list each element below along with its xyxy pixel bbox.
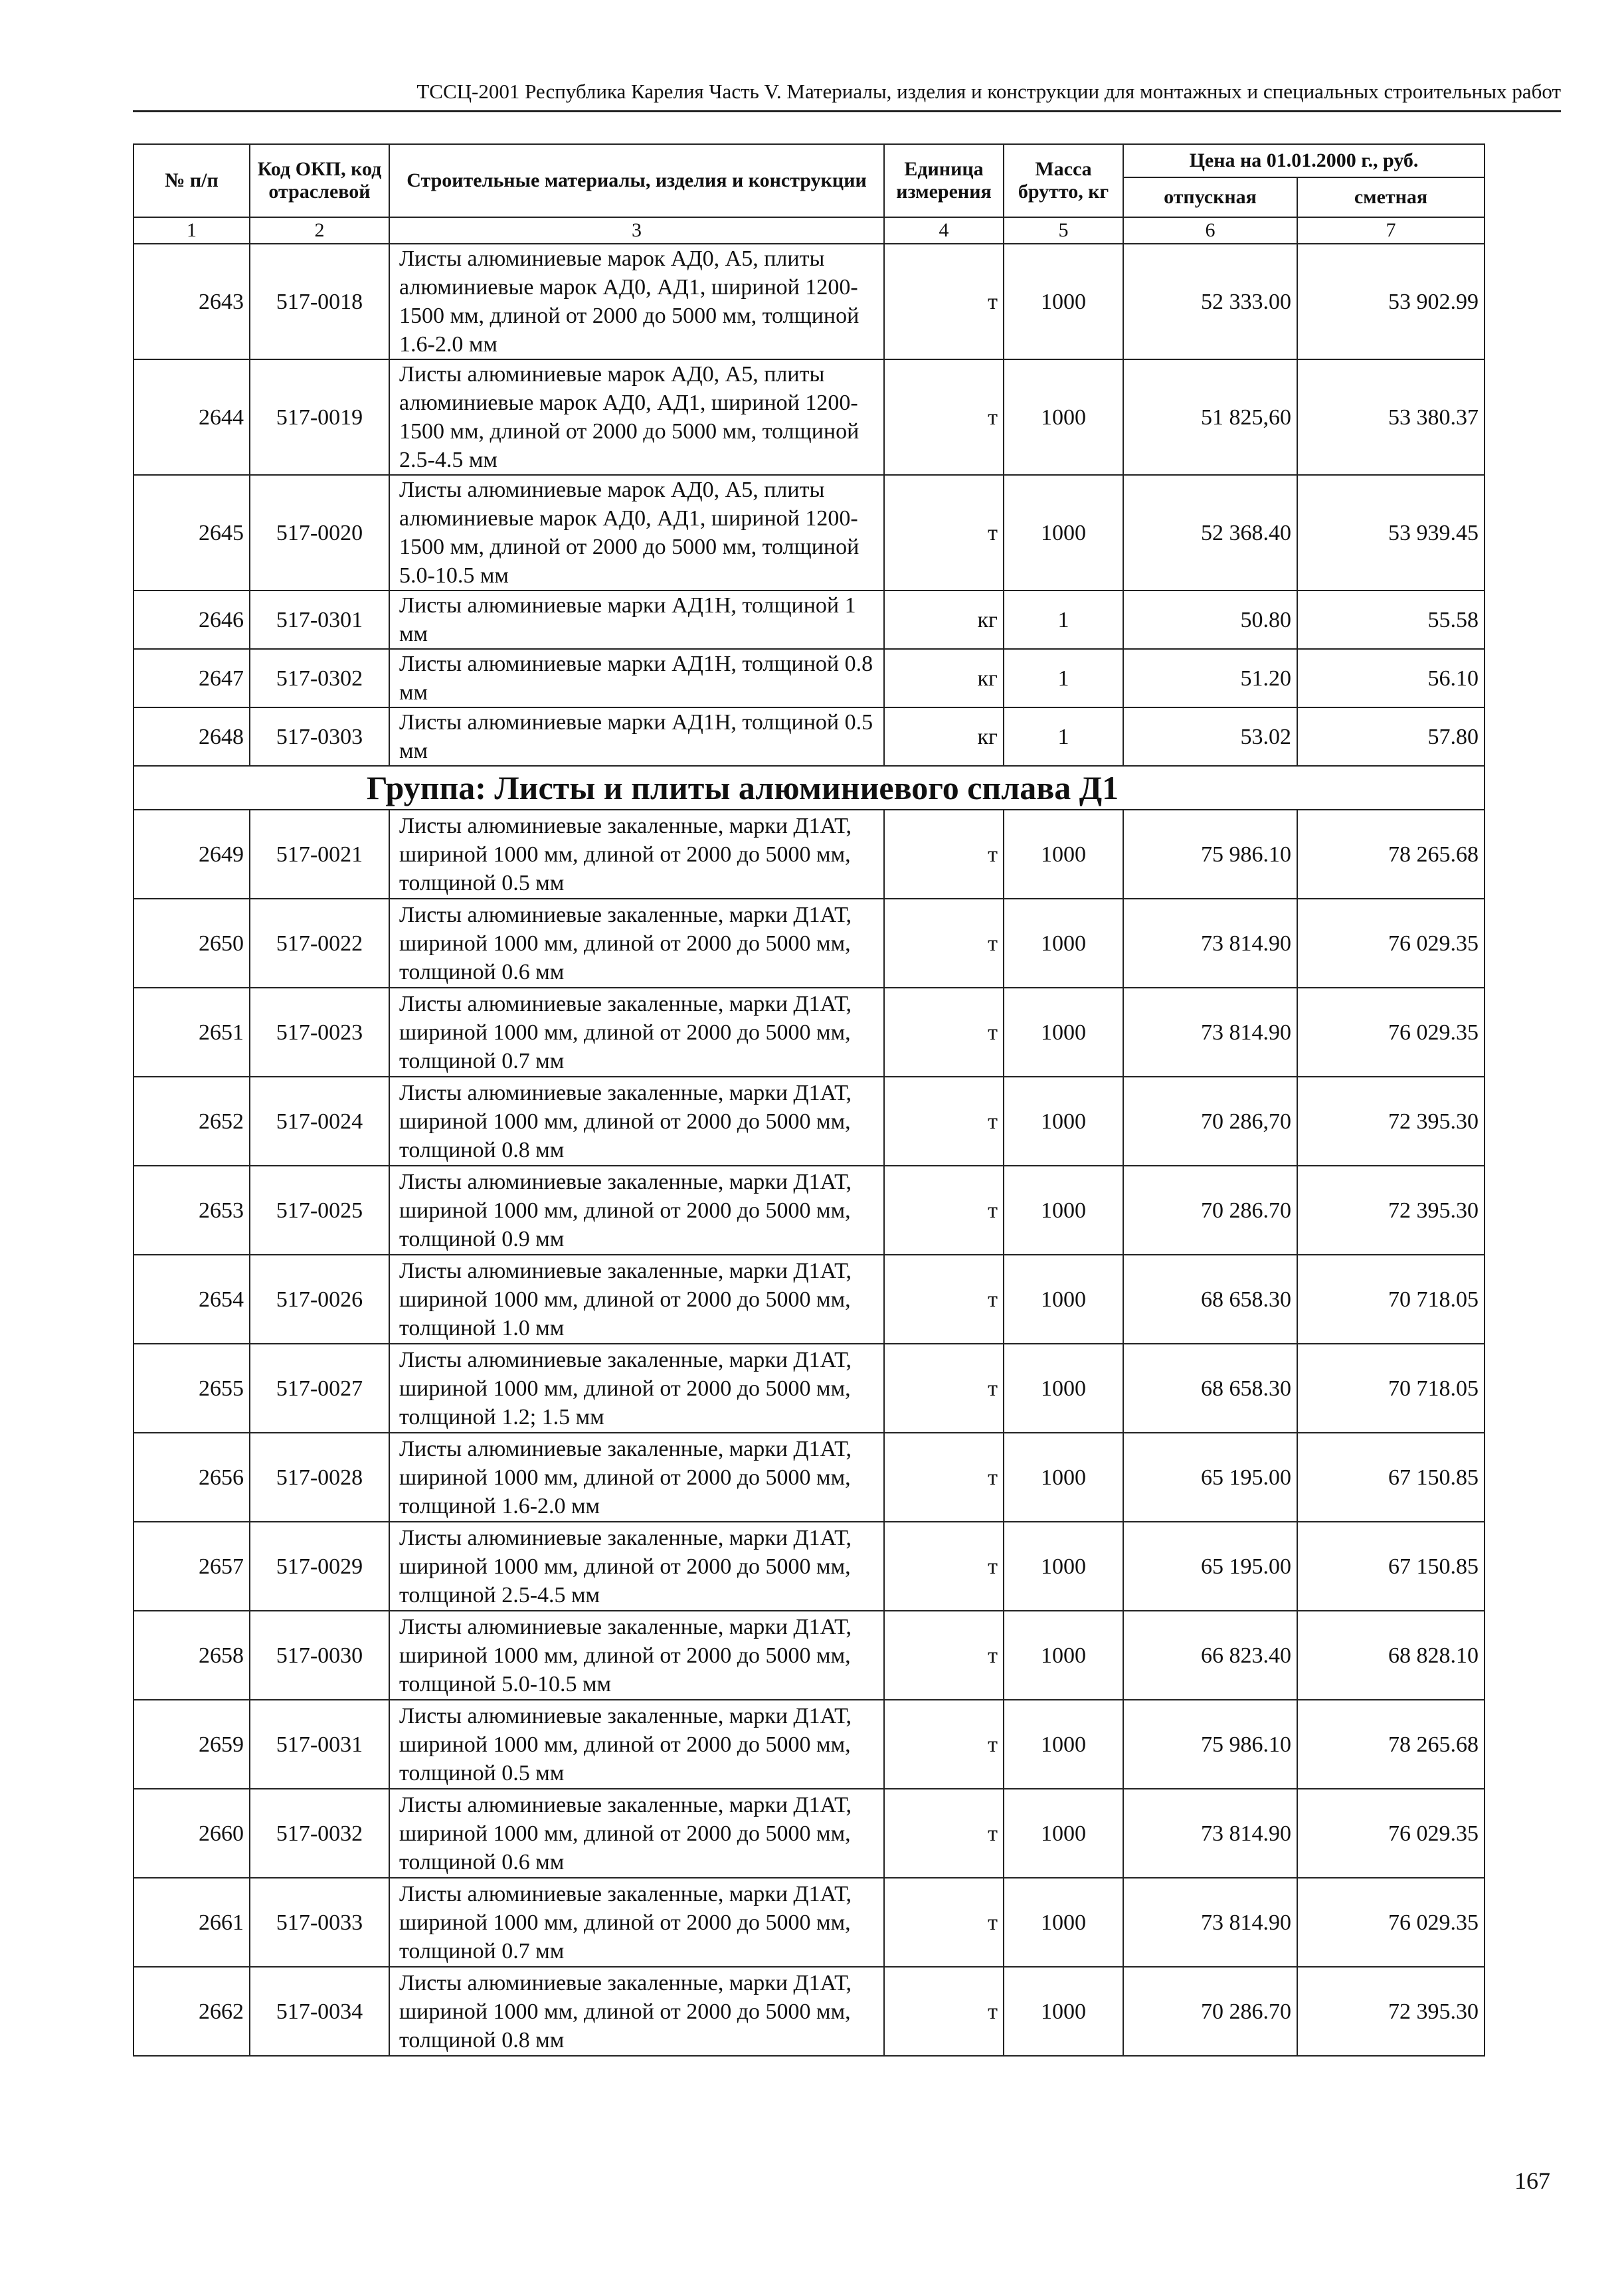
gross-mass: 1000	[1004, 988, 1123, 1077]
row-number: 2646	[134, 591, 250, 649]
row-number: 2662	[134, 1967, 250, 2056]
unit-of-measure: кг	[884, 707, 1004, 766]
row-number: 2648	[134, 707, 250, 766]
okp-code: 517-0029	[250, 1522, 389, 1611]
unit-of-measure: т	[884, 1700, 1004, 1789]
release-price: 73 814.90	[1123, 1878, 1297, 1967]
unit-of-measure: т	[884, 1789, 1004, 1878]
unit-of-measure: кг	[884, 591, 1004, 649]
gross-mass: 1000	[1004, 1967, 1123, 2056]
okp-code: 517-0024	[250, 1077, 389, 1166]
unit-of-measure: т	[884, 1255, 1004, 1344]
col-header-num: № п/п	[134, 144, 250, 217]
material-description: Листы алюминиевые закаленные, марки Д1АТ, шириной 1000 мм, длиной от 2000 до 5000 мм, толщиной 2.5-4.5 мм	[389, 1522, 884, 1611]
table-row	[134, 359, 1485, 475]
okp-code: 517-0020	[250, 475, 389, 591]
material-description: Листы алюминиевые марок АД0, А5, плиты алюминиевые марок АД0, АД1, шириной 1200-1500 мм, длиной от 2000 до 5000 мм, толщиной 2.5-4.5 мм	[389, 359, 884, 475]
okp-code: 517-0025	[250, 1166, 389, 1255]
unit-of-measure: т	[884, 1433, 1004, 1522]
group-title: Группа: Листы и плиты алюминиевого сплава Д1	[134, 766, 1485, 810]
unit-of-measure: т	[884, 1967, 1004, 2056]
estimate-price: 53 380.37	[1297, 359, 1485, 475]
okp-code: 517-0033	[250, 1878, 389, 1967]
table-row	[134, 1878, 1485, 1967]
estimate-price: 57.80	[1297, 707, 1485, 766]
okp-code: 517-0028	[250, 1433, 389, 1522]
okp-code: 517-0032	[250, 1789, 389, 1878]
estimate-price: 53 902.99	[1297, 244, 1485, 359]
material-description: Листы алюминиевые закаленные, марки Д1АТ, шириной 1000 мм, длиной от 2000 до 5000 мм, толщиной 1.6-2.0 мм	[389, 1433, 884, 1522]
gross-mass: 1000	[1004, 244, 1123, 359]
row-number: 2649	[134, 810, 250, 899]
estimate-price: 72 395.30	[1297, 1166, 1485, 1255]
table-row	[134, 1522, 1485, 1611]
unit-of-measure: т	[884, 1611, 1004, 1700]
row-number: 2650	[134, 899, 250, 988]
okp-code: 517-0021	[250, 810, 389, 899]
table-row	[134, 1967, 1485, 2056]
row-number: 2644	[134, 359, 250, 475]
row-number: 2651	[134, 988, 250, 1077]
release-price: 73 814.90	[1123, 1789, 1297, 1878]
gross-mass: 1000	[1004, 899, 1123, 988]
material-description: Листы алюминиевые закаленные, марки Д1АТ, шириной 1000 мм, длиной от 2000 до 5000 мм, толщиной 5.0-10.5 мм	[389, 1611, 884, 1700]
okp-code: 517-0030	[250, 1611, 389, 1700]
okp-code: 517-0023	[250, 988, 389, 1077]
estimate-price: 70 718.05	[1297, 1344, 1485, 1433]
release-price: 70 286.70	[1123, 1967, 1297, 2056]
okp-code: 517-0026	[250, 1255, 389, 1344]
estimate-price: 70 718.05	[1297, 1255, 1485, 1344]
material-description: Листы алюминиевые марки АД1Н, толщиной 0.5 мм	[389, 707, 884, 766]
table-row	[134, 1255, 1485, 1344]
release-price: 51 825,60	[1123, 359, 1297, 475]
table-row	[134, 1077, 1485, 1166]
release-price: 68 658.30	[1123, 1344, 1297, 1433]
release-price: 65 195.00	[1123, 1522, 1297, 1611]
okp-code: 517-0027	[250, 1344, 389, 1433]
estimate-price: 55.58	[1297, 591, 1485, 649]
estimate-price: 78 265.68	[1297, 1700, 1485, 1789]
gross-mass: 1000	[1004, 1166, 1123, 1255]
row-number: 2656	[134, 1433, 250, 1522]
row-number: 2654	[134, 1255, 250, 1344]
okp-code: 517-0031	[250, 1700, 389, 1789]
material-description: Листы алюминиевые закаленные, марки Д1АТ, шириной 1000 мм, длиной от 2000 до 5000 мм, толщиной 0.6 мм	[389, 1789, 884, 1878]
release-price: 70 286,70	[1123, 1077, 1297, 1166]
estimate-price: 68 828.10	[1297, 1611, 1485, 1700]
release-price: 73 814.90	[1123, 988, 1297, 1077]
release-price: 53.02	[1123, 707, 1297, 766]
release-price: 68 658.30	[1123, 1255, 1297, 1344]
unit-of-measure: т	[884, 1166, 1004, 1255]
row-number: 2660	[134, 1789, 250, 1878]
unit-of-measure: т	[884, 988, 1004, 1077]
material-description: Листы алюминиевые марки АД1Н, толщиной 0.8 мм	[389, 649, 884, 707]
release-price: 70 286.70	[1123, 1166, 1297, 1255]
unit-of-measure: т	[884, 1878, 1004, 1967]
material-description: Листы алюминиевые марок АД0, А5, плиты алюминиевые марок АД0, АД1, шириной 1200-1500 мм, длиной от 2000 до 5000 мм, толщиной 1.6-2.0 мм	[389, 244, 884, 359]
table-row	[134, 1344, 1485, 1433]
gross-mass: 1000	[1004, 1700, 1123, 1789]
table-row	[134, 475, 1485, 591]
unit-of-measure: кг	[884, 649, 1004, 707]
row-number: 2647	[134, 649, 250, 707]
column-number-row	[134, 217, 1485, 244]
estimate-price: 72 395.30	[1297, 1967, 1485, 2056]
material-description: Листы алюминиевые закаленные, марки Д1АТ, шириной 1000 мм, длиной от 2000 до 5000 мм, толщиной 0.8 мм	[389, 1077, 884, 1166]
material-description: Листы алюминиевые марки АД1Н, толщиной 1 мм	[389, 591, 884, 649]
row-number: 2643	[134, 244, 250, 359]
release-price: 73 814.90	[1123, 899, 1297, 988]
unit-of-measure: т	[884, 359, 1004, 475]
unit-of-measure: т	[884, 1077, 1004, 1166]
column-number: 5	[1004, 217, 1123, 244]
okp-code: 517-0019	[250, 359, 389, 475]
gross-mass: 1000	[1004, 1077, 1123, 1166]
col-header-desc: Строительные материалы, изделия и конструкции	[389, 144, 884, 217]
table-row	[134, 988, 1485, 1077]
estimate-price: 76 029.35	[1297, 899, 1485, 988]
column-number: 7	[1297, 217, 1485, 244]
release-price: 66 823.40	[1123, 1611, 1297, 1700]
col-header-price-group: Цена на 01.01.2000 г., руб.	[1123, 144, 1485, 177]
release-price: 52 333.00	[1123, 244, 1297, 359]
table-row	[134, 1611, 1485, 1700]
unit-of-measure: т	[884, 899, 1004, 988]
estimate-price: 67 150.85	[1297, 1433, 1485, 1522]
release-price: 50.80	[1123, 591, 1297, 649]
gross-mass: 1000	[1004, 1878, 1123, 1967]
estimate-price: 56.10	[1297, 649, 1485, 707]
material-description: Листы алюминиевые закаленные, марки Д1АТ, шириной 1000 мм, длиной от 2000 до 5000 мм, толщиной 0.9 мм	[389, 1166, 884, 1255]
okp-code: 517-0301	[250, 591, 389, 649]
okp-code: 517-0022	[250, 899, 389, 988]
release-price: 75 986.10	[1123, 810, 1297, 899]
gross-mass: 1000	[1004, 1433, 1123, 1522]
table-row	[134, 1433, 1485, 1522]
column-number: 3	[389, 217, 884, 244]
group-row	[134, 766, 1485, 810]
column-number: 6	[1123, 217, 1297, 244]
page-header: ТССЦ-2001 Республика Карелия Часть V. Материалы, изделия и конструкции для монтажных и специальных строительных работ	[133, 78, 1561, 112]
estimate-price: 76 029.35	[1297, 1878, 1485, 1967]
okp-code: 517-0018	[250, 244, 389, 359]
row-number: 2657	[134, 1522, 250, 1611]
gross-mass: 1	[1004, 649, 1123, 707]
table-row	[134, 1789, 1485, 1878]
release-price: 65 195.00	[1123, 1433, 1297, 1522]
material-description: Листы алюминиевые марок АД0, А5, плиты алюминиевые марок АД0, АД1, шириной 1200-1500 мм, длиной от 2000 до 5000 мм, толщиной 5.0-10.5 мм	[389, 475, 884, 591]
okp-code: 517-0303	[250, 707, 389, 766]
gross-mass: 1000	[1004, 1255, 1123, 1344]
price-table	[133, 143, 1485, 2057]
row-number: 2645	[134, 475, 250, 591]
page-number: 167	[1514, 2167, 1550, 2194]
col-header-price-release: отпускная	[1123, 177, 1297, 217]
col-header-price-estimate: сметная	[1297, 177, 1485, 217]
table-row	[134, 1700, 1485, 1789]
row-number: 2652	[134, 1077, 250, 1166]
column-number: 4	[884, 217, 1004, 244]
gross-mass: 1	[1004, 707, 1123, 766]
material-description: Листы алюминиевые закаленные, марки Д1АТ, шириной 1000 мм, длиной от 2000 до 5000 мм, толщиной 0.8 мм	[389, 1967, 884, 2056]
gross-mass: 1000	[1004, 1611, 1123, 1700]
estimate-price: 67 150.85	[1297, 1522, 1485, 1611]
material-description: Листы алюминиевые закаленные, марки Д1АТ, шириной 1000 мм, длиной от 2000 до 5000 мм, толщиной 1.2; 1.5 мм	[389, 1344, 884, 1433]
table-row	[134, 649, 1485, 707]
estimate-price: 76 029.35	[1297, 1789, 1485, 1878]
gross-mass: 1	[1004, 591, 1123, 649]
material-description: Листы алюминиевые закаленные, марки Д1АТ, шириной 1000 мм, длиной от 2000 до 5000 мм, толщиной 0.6 мм	[389, 899, 884, 988]
material-description: Листы алюминиевые закаленные, марки Д1АТ, шириной 1000 мм, длиной от 2000 до 5000 мм, толщиной 0.7 мм	[389, 988, 884, 1077]
row-number: 2659	[134, 1700, 250, 1789]
row-number: 2653	[134, 1166, 250, 1255]
material-description: Листы алюминиевые закаленные, марки Д1АТ, шириной 1000 мм, длиной от 2000 до 5000 мм, толщиной 0.5 мм	[389, 810, 884, 899]
table-row	[134, 707, 1485, 766]
table-row	[134, 1166, 1485, 1255]
estimate-price: 72 395.30	[1297, 1077, 1485, 1166]
table-row	[134, 810, 1485, 899]
material-description: Листы алюминиевые закаленные, марки Д1АТ, шириной 1000 мм, длиной от 2000 до 5000 мм, толщиной 0.5 мм	[389, 1700, 884, 1789]
okp-code: 517-0034	[250, 1967, 389, 2056]
gross-mass: 1000	[1004, 1522, 1123, 1611]
table-row	[134, 899, 1485, 988]
release-price: 51.20	[1123, 649, 1297, 707]
estimate-price: 53 939.45	[1297, 475, 1485, 591]
col-header-unit: Единица измерения	[884, 144, 1004, 217]
unit-of-measure: т	[884, 244, 1004, 359]
col-header-code: Код ОКП, код отраслевой	[250, 144, 389, 217]
release-price: 52 368.40	[1123, 475, 1297, 591]
release-price: 75 986.10	[1123, 1700, 1297, 1789]
gross-mass: 1000	[1004, 475, 1123, 591]
gross-mass: 1000	[1004, 359, 1123, 475]
table-body-group2	[134, 810, 1485, 2056]
table-body-group1	[134, 244, 1485, 766]
gross-mass: 1000	[1004, 1344, 1123, 1433]
unit-of-measure: т	[884, 475, 1004, 591]
gross-mass: 1000	[1004, 810, 1123, 899]
estimate-price: 78 265.68	[1297, 810, 1485, 899]
col-header-mass: Масса брутто, кг	[1004, 144, 1123, 217]
row-number: 2658	[134, 1611, 250, 1700]
unit-of-measure: т	[884, 1522, 1004, 1611]
row-number: 2661	[134, 1878, 250, 1967]
unit-of-measure: т	[884, 810, 1004, 899]
table-row	[134, 591, 1485, 649]
material-description: Листы алюминиевые закаленные, марки Д1АТ, шириной 1000 мм, длиной от 2000 до 5000 мм, толщиной 1.0 мм	[389, 1255, 884, 1344]
gross-mass: 1000	[1004, 1789, 1123, 1878]
column-number: 2	[250, 217, 389, 244]
table-row	[134, 244, 1485, 359]
okp-code: 517-0302	[250, 649, 389, 707]
unit-of-measure: т	[884, 1344, 1004, 1433]
estimate-price: 76 029.35	[1297, 988, 1485, 1077]
row-number: 2655	[134, 1344, 250, 1433]
column-number: 1	[134, 217, 250, 244]
material-description: Листы алюминиевые закаленные, марки Д1АТ, шириной 1000 мм, длиной от 2000 до 5000 мм, толщиной 0.7 мм	[389, 1878, 884, 1967]
